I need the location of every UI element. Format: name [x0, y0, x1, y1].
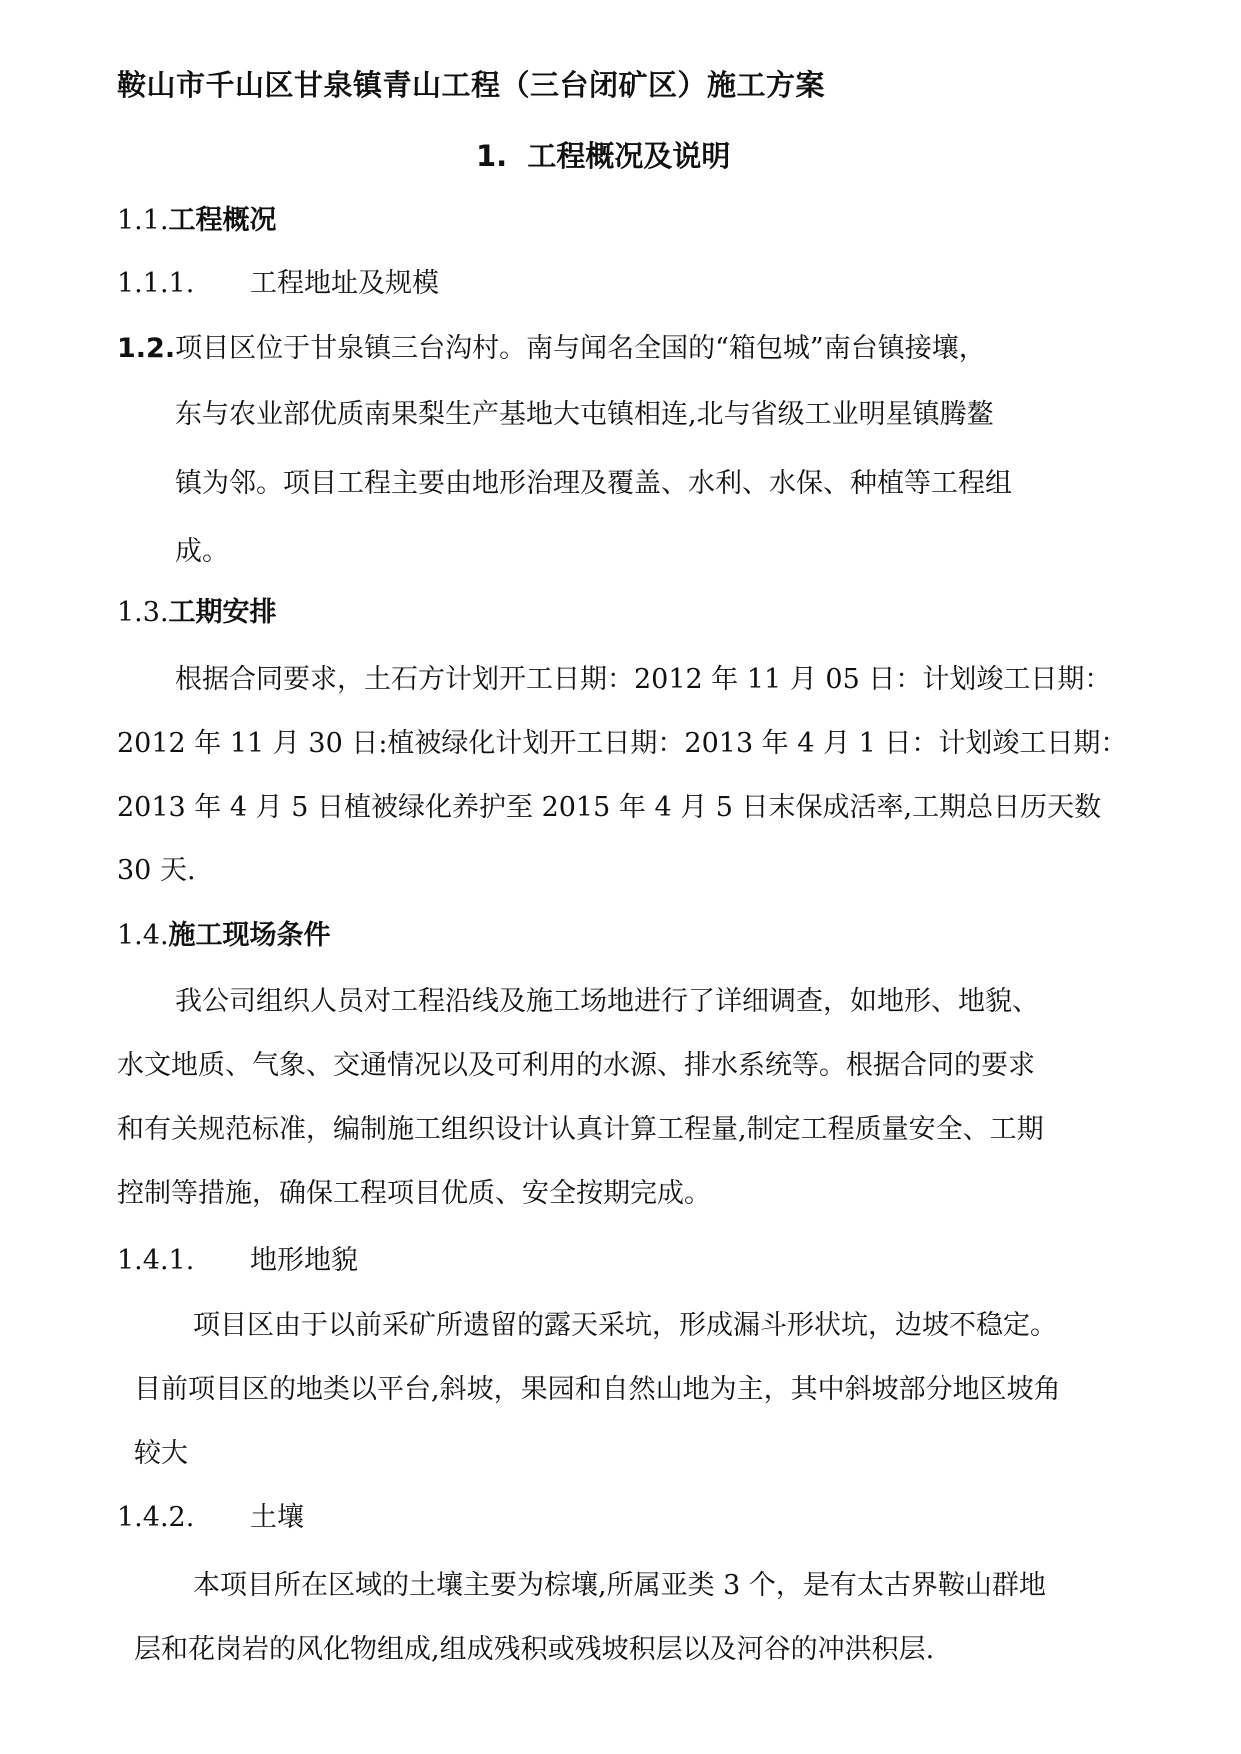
paragraph-1-4-1-line-2: 目前项目区的地类以平台,斜坡，果园和自然山地为主，其中斜坡部分地区坡角	[134, 1374, 1061, 1405]
paragraph-1-2-line-1	[117, 331, 986, 367]
heading-1-3-number: 1.3.	[117, 597, 169, 628]
paragraph-1-3-line-2: 2012 年 11 月 30 日:植被绿化计划开工日期：2013 年 4 月 1 日：计划竣工日期：	[117, 728, 1128, 759]
section-1-number: 1.	[476, 139, 508, 173]
heading-1-4-title: 施工现场条件	[168, 920, 331, 951]
heading-1-1	[117, 203, 277, 239]
paragraph-1-2-line-3: 镇为邻。项目工程主要由地形治理及覆盖、水利、水保、种植等工程组	[175, 468, 1012, 499]
section-1-heading	[476, 138, 730, 174]
paragraph-1-4-2-line-1: 本项目所在区域的土壤主要为棕壤,所属亚类 3 个，是有太古界鞍山群地	[193, 1570, 1046, 1601]
heading-1-2-number: 1.2.	[117, 333, 176, 364]
section-1-title: 工程概况及说明	[527, 139, 731, 173]
paragraph-1-3-line-3: 2013 年 4 月 5 日植被绿化养护至 2015 年 4 月 5 日末保成活率,工期总日历天数	[117, 792, 1102, 823]
paragraph-1-4-line-1: 我公司组织人员对工程沿线及施工场地进行了详细调查，如地形、地貌、	[175, 986, 1039, 1017]
paragraph-1-4-1-line-3: 较大	[134, 1438, 188, 1469]
heading-1-3-title: 工期安排	[168, 597, 277, 628]
heading-1-4-1-title: 地形地貌	[250, 1245, 358, 1276]
paragraph-1-4-line-4: 控制等措施，确保工程项目优质、安全按期完成。	[117, 1178, 711, 1209]
heading-1-4-2-title: 土壤	[250, 1502, 304, 1533]
paragraph-1-2-line-4: 成。	[175, 536, 229, 567]
paragraph-1-3-line-1: 根据合同要求，土石方计划开工日期：2012 年 11 月 05 日：计划竣工日期：	[175, 664, 1112, 695]
heading-1-1-1-number: 1.1.1.	[117, 268, 195, 299]
heading-1-4-2-number: 1.4.2.	[117, 1502, 195, 1533]
document-title: 鞍山市千山区甘泉镇青山工程（三台闭矿区）施工方案	[117, 68, 826, 102]
paragraph-1-3-line-4: 30 天.	[117, 855, 196, 886]
heading-1-1-title: 工程概况	[168, 205, 277, 236]
heading-1-3	[117, 595, 277, 631]
heading-1-1-1	[117, 266, 439, 302]
paragraph-1-4-line-3: 和有关规范标准，编制施工组织设计认真计算工程量,制定工程质量安全、工期	[117, 1114, 1044, 1145]
heading-1-1-number: 1.1.	[117, 205, 169, 236]
heading-1-1-1-title: 工程地址及规模	[250, 268, 439, 299]
paragraph-1-4-line-2: 水文地质、气象、交通情况以及可利用的水源、排水系统等。根据合同的要求	[117, 1050, 1035, 1081]
heading-1-4-1	[117, 1243, 358, 1279]
heading-1-4	[117, 918, 331, 954]
heading-1-4-number: 1.4.	[117, 920, 169, 951]
heading-1-4-2	[117, 1500, 304, 1536]
paragraph-1-2-line-2: 东与农业部优质南果梨生产基地大屯镇相连,北与省级工业明星镇腾鳌	[175, 399, 994, 430]
paragraph-1-4-1-line-1: 项目区由于以前采矿所遗留的露天采坑，形成漏斗形状坑，边坡不稳定。	[193, 1310, 1057, 1341]
paragraph-1-2-text-1: 项目区位于甘泉镇三台沟村。南与闻名全国的“箱包城”南台镇接壤，	[175, 333, 986, 364]
heading-1-4-1-number: 1.4.1.	[117, 1245, 195, 1276]
paragraph-1-4-2-line-2: 层和花岗岩的风化物组成,组成残积或残坡积层以及河谷的冲洪积层.	[134, 1634, 935, 1665]
